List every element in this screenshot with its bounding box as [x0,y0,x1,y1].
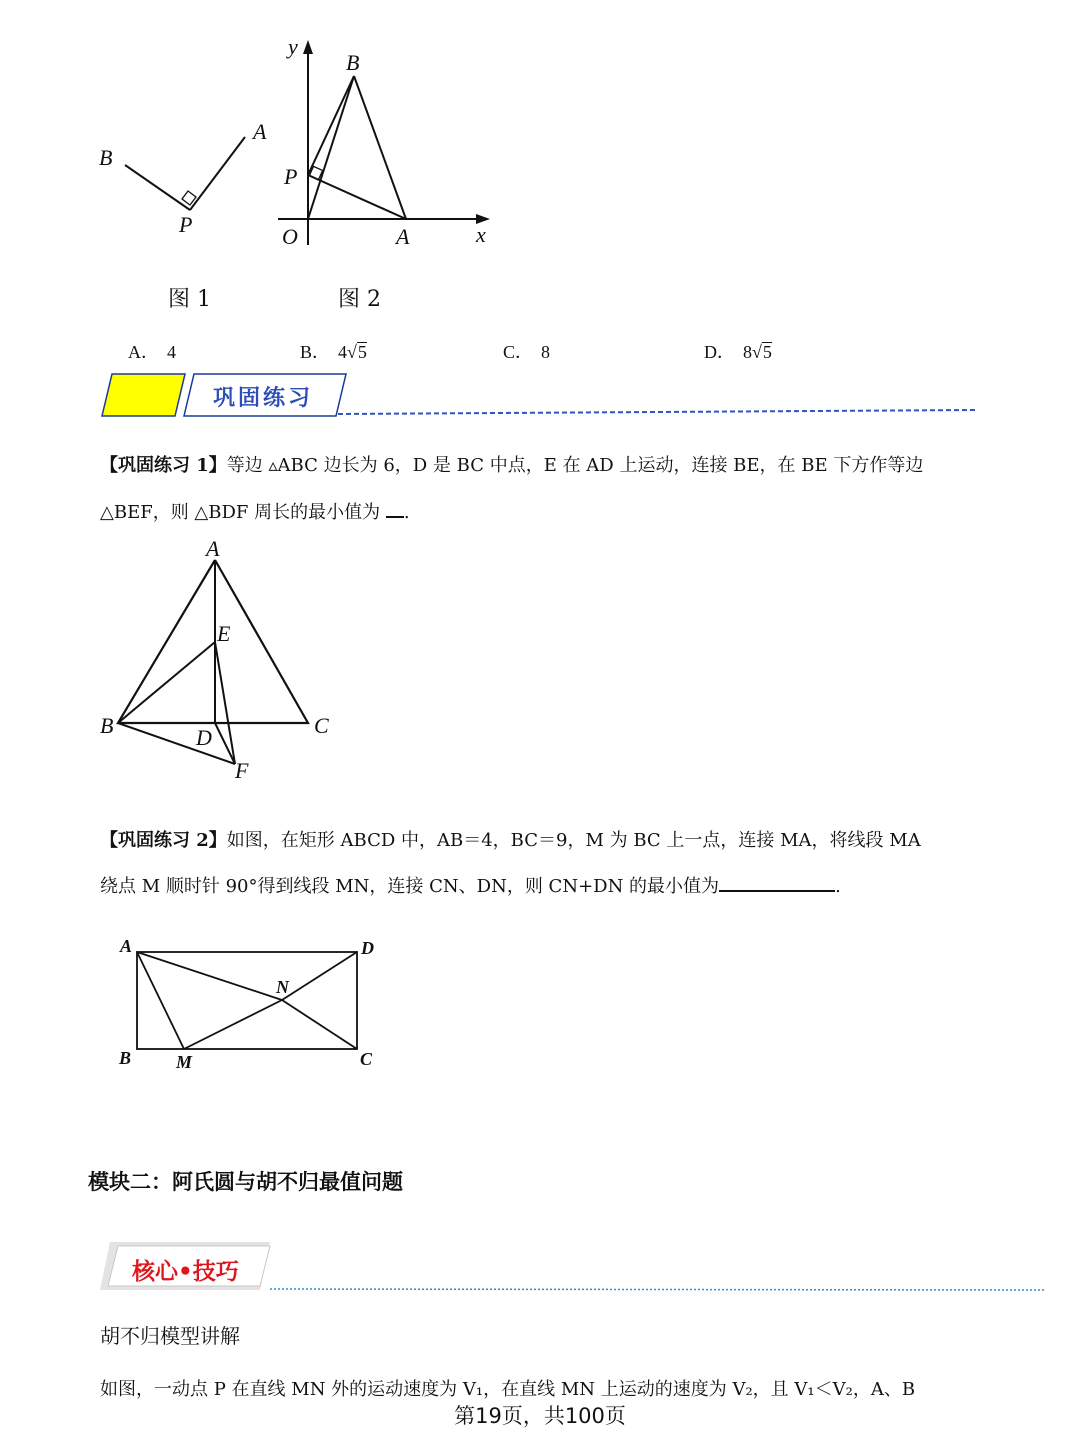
module2-title: 模块二：阿氏圆与胡不归最值问题 [88,1170,403,1194]
fig2-label-x: x [476,222,486,247]
fig2-caption: 图 2 [338,287,381,312]
choice-d-label: D． [704,342,735,362]
ex2-answer-blank [719,890,835,892]
fig2-line-pb [308,76,354,175]
ex2-text-1: 如图，在矩形 ABCD 中，AB＝4，BC＝9，M 为 BC 上一点，连接 MA，将线段 MA [226,830,921,851]
ex2-text-2-end: . [835,876,841,897]
ex1-tag: 【巩固练习 1】 [100,455,227,476]
ex1-label-a: A [206,536,220,561]
ex2-line-an [137,952,282,1000]
ex2-rectangle-abcd [137,952,357,1049]
ex1-label-f: F [235,758,249,783]
choice-c-value: 8 [541,342,551,362]
choice-b [300,338,367,364]
fig2-label-o: O [282,224,298,249]
fig1-right-angle-mark [182,191,196,205]
fig2-line-ob [308,76,354,219]
ex1-label-b: B [100,713,114,738]
choice-b-label: B． [300,342,331,362]
figure-2 [270,30,500,255]
ex2-line-am [137,952,184,1049]
banner-dash-line [338,410,975,414]
fig2-y-arrow [303,40,313,54]
fig1-line-bp [125,165,190,210]
ex2-line-mn [184,1000,282,1049]
ex1-figure [95,535,345,790]
core-banner-dots [270,1289,1045,1290]
section-banner-core [100,1238,1050,1296]
choice-a-value: 4 [167,342,176,362]
fig1-label-p: P [179,212,193,237]
ex1-line1 [100,443,1000,489]
page-footer: 第19页，共100页 [454,1404,626,1428]
ex1-text-2: △BEF，则 △BDF 周长的最小值为 [100,502,381,523]
figure-1 [95,115,285,245]
ex1-label-c: C [314,713,329,738]
fig2-line-ba [354,76,406,219]
last-paragraph: 如图，一动点 P 在直线 MN 外的运动速度为 V₁，在直线 MN 上运动的速度为 V₂，且 V₁＜V₂，A、B [100,1379,916,1400]
fig2-label-p: P [284,164,298,189]
ex1-text-2-end: . [403,502,410,523]
ex1-answer-blank [386,516,404,518]
fig1-caption: 图 1 [168,287,211,312]
choice-d-radical: 5 [762,342,772,362]
choice-d [704,338,772,364]
banner-yellow-block [102,374,185,416]
ex2-label-c: C [360,1049,373,1069]
choice-d-value: 8 [743,342,752,362]
ex1-text-1: 等边 ▵ABC 边长为 6，D 是 BC 中点，E 在 AD 上运动，连接 BE，在 BE 下方作等边 [226,455,924,476]
sqrt-sign: √ [752,342,762,362]
choice-a-label: A． [128,342,159,362]
fig2-label-a: A [396,224,410,249]
choice-b-value: 4 [338,342,348,362]
choice-a [128,338,176,364]
section-title-practice: 巩固练习 [213,386,314,411]
ex2-label-b: B [119,1048,132,1068]
ex2-label-a: A [120,936,133,956]
ex2-line-dn [282,952,357,1000]
choice-c-label: C． [503,342,534,362]
fig2-label-y: y [288,34,298,59]
ex2-text-2: 绕点 M 顺时针 90°得到线段 MN，连接 CN、DN，则 CN+DN 的最小值为 [100,876,720,897]
ex2-figure [110,930,390,1075]
ex2-line2 [100,864,1000,910]
sub-heading: 胡不归模型讲解 [100,1324,240,1348]
fig1-line-pa [190,137,245,210]
fig2-label-b: B [346,50,360,75]
fig2-line-pa [308,175,406,219]
ex2-line1 [100,818,1000,864]
ex2-tag: 【巩固练习 2】 [100,830,227,851]
ex1-label-d: D [196,725,212,750]
section-title-core: 核心•技巧 [132,1259,239,1285]
choice-c [503,338,550,364]
ex2-label-d: D [361,938,374,958]
choice-b-radical: 5 [357,342,367,362]
ex2-line-cn [282,1000,357,1049]
fig1-label-b: B [99,145,113,170]
ex2-label-n: N [276,977,289,997]
ex1-line-be [118,642,215,723]
sqrt-sign: √ [347,342,357,362]
ex1-line2 [100,490,1000,536]
fig1-label-a: A [253,119,267,144]
ex2-label-m: M [176,1052,193,1072]
ex1-label-e: E [217,621,231,646]
